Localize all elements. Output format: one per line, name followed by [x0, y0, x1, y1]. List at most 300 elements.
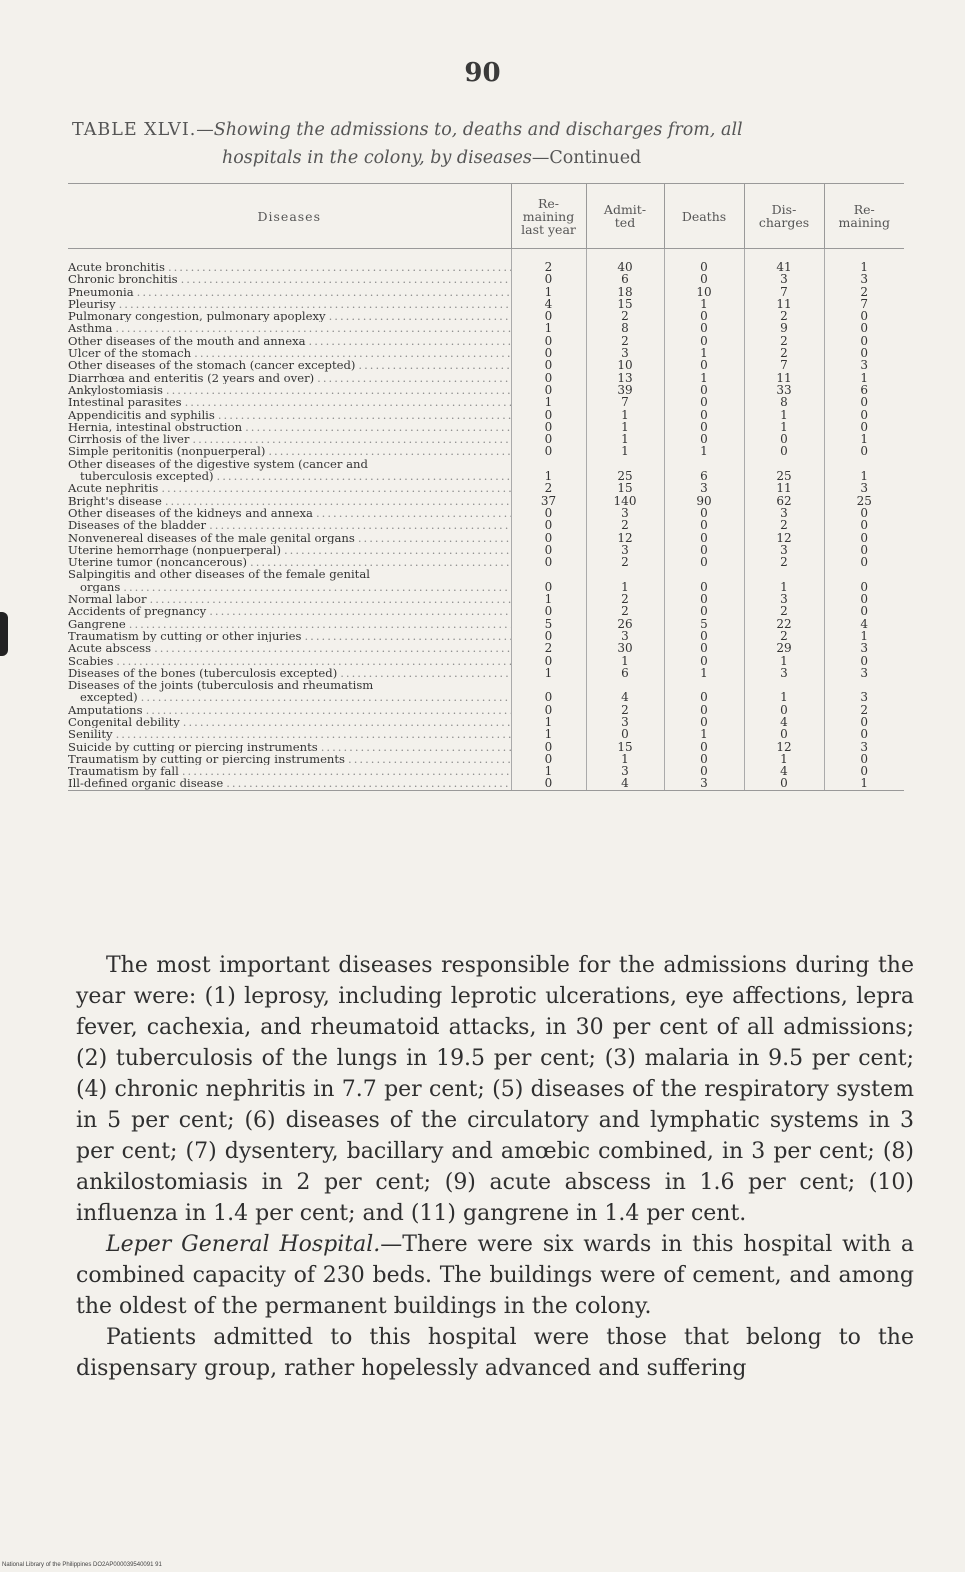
- deaths-cell: 0: [664, 630, 744, 642]
- disease-name: Intestinal parasites: [68, 396, 182, 409]
- admitted-cell: 10: [586, 359, 664, 371]
- remaining-cell: 0: [824, 581, 904, 593]
- body-text: [76, 950, 914, 1384]
- admitted-cell: 6: [586, 667, 664, 679]
- discharges-cell: 12: [744, 741, 824, 753]
- header-admitted: Admit- ted: [586, 184, 664, 249]
- disease-name: Cirrhosis of the liver: [68, 433, 190, 446]
- deaths-cell: 0: [664, 556, 744, 568]
- deaths-cell: 5: [664, 618, 744, 630]
- admitted-cell: 3: [586, 347, 664, 359]
- admitted-cell: 1: [586, 445, 664, 457]
- deaths-cell: 0: [664, 507, 744, 519]
- remaining-last-year-cell: 1: [511, 765, 586, 777]
- leader-dots: [163, 384, 511, 396]
- admitted-cell: 140: [586, 495, 664, 507]
- caption-italic: —Showing the admissions to, deaths and discharges from, all: [196, 120, 743, 140]
- disease-name: Nonvenereal diseases of the male genital organs: [68, 531, 355, 544]
- discharges-cell: 29: [744, 642, 824, 654]
- admitted-cell: 15: [586, 298, 664, 310]
- remaining-last-year-cell: 1: [511, 716, 586, 728]
- leader-dots: [314, 372, 510, 384]
- remaining-last-year-cell: 0: [511, 704, 586, 716]
- discharges-cell: 3: [744, 593, 824, 605]
- remaining-last-year-cell: 1: [511, 667, 586, 679]
- disease-name: Traumatism by fall: [68, 765, 179, 778]
- scan-footer: National Library of the Philippines DO2AP000039540091 91: [2, 1562, 162, 1568]
- table-row: [68, 273, 904, 285]
- leader-dots: [180, 716, 511, 728]
- table-row: [68, 655, 904, 667]
- discharges-cell: 2: [744, 519, 824, 531]
- remaining-last-year-cell: 0: [511, 655, 586, 667]
- discharges-cell: 2: [744, 335, 824, 347]
- remaining-last-year-cell: 1: [511, 322, 586, 334]
- discharges-cell: 2: [744, 630, 824, 642]
- remaining-cell: 1: [824, 372, 904, 384]
- leader-dots: [326, 310, 511, 322]
- disease-name: Ankylostomiasis: [68, 383, 163, 397]
- disease-name: Other diseases of the mouth and annexa: [68, 334, 306, 348]
- remaining-last-year-cell: 0: [511, 409, 586, 421]
- discharges-cell: 3: [744, 544, 824, 556]
- table-row: [68, 728, 904, 740]
- disease-name: Chronic bronchitis: [68, 273, 178, 286]
- admitted-cell: 2: [586, 310, 664, 322]
- leader-dots: [301, 630, 510, 642]
- header-discharges: Dis- charges: [744, 184, 824, 249]
- admitted-cell: 3: [586, 765, 664, 777]
- disease-name: Acute bronchitis: [68, 261, 165, 274]
- disease-name: Pulmonary congestion, pulmonary apoplexy: [68, 310, 326, 323]
- remaining-cell: 3: [824, 359, 904, 371]
- remaining-cell: 1: [824, 777, 904, 790]
- table-row: [68, 409, 904, 421]
- remaining-cell: 0: [824, 765, 904, 777]
- admitted-cell: 1: [586, 753, 664, 765]
- admitted-cell: 12: [586, 532, 664, 544]
- caption-continued: —Continued: [531, 148, 642, 168]
- remaining-last-year-cell: 0: [511, 359, 586, 371]
- remaining-cell: 0: [824, 322, 904, 334]
- table-row: [68, 753, 904, 765]
- leader-dots: [206, 519, 510, 531]
- disease-name: tuberculosis excepted): [80, 470, 214, 483]
- leader-dots: [165, 261, 511, 273]
- leader-dots: [223, 777, 510, 789]
- header-remaining: Re- maining: [824, 184, 904, 249]
- deaths-cell: 1: [664, 667, 744, 679]
- remaining-cell: 0: [824, 519, 904, 531]
- remaining-cell: 0: [824, 753, 904, 765]
- deaths-cell: 0: [664, 741, 744, 753]
- discharges-cell: 7: [744, 286, 824, 298]
- leader-dots: [120, 581, 510, 593]
- disease-name: Scabies: [68, 654, 114, 667]
- admitted-cell: 1: [586, 581, 664, 593]
- leader-dots: [113, 728, 511, 740]
- discharges-cell: 2: [744, 556, 824, 568]
- remaining-cell: 0: [824, 396, 904, 408]
- disease-name: Traumatism by cutting or piercing instruments: [68, 752, 346, 766]
- deaths-cell: 1: [664, 298, 744, 310]
- remaining-last-year-cell: 0: [511, 384, 586, 396]
- discharges-cell: 7: [744, 359, 824, 371]
- admitted-cell: 25: [586, 470, 664, 482]
- paragraph-admissions: The most important diseases responsible for the admissions during the year were: (1) leprosy, including leprotic ulcerations, eye affections, lepra fever, cachexia, and rheumatoid attacks, in 30 per cent of all admissions; (2) tuberculosis of the lungs in 19.5 per cent; (3) malaria in 9.5 per cent; (4) chronic nephritis in 7.7 per cent; (5) diseases of the respiratory system in 5 per cent; (6) diseases of the circulatory and lymphatic systems in 3 per cent; (7) dysentery, bacillary and amœbic combined, in 3 per cent; (8) ankilostomiasis in 2 per cent; (9) acute abscess in 1.6 per cent; (10) influenza in 1.4 per cent; and (11) gangrene in 1.4 per cent.: [76, 953, 914, 1226]
- deaths-cell: 0: [664, 642, 744, 654]
- remaining-last-year-cell: 0: [511, 347, 586, 359]
- table-row: [68, 495, 904, 507]
- disease-name: Appendicitis and syphilis: [68, 408, 215, 421]
- discharges-cell: 3: [744, 507, 824, 519]
- remaining-cell: 0: [824, 532, 904, 544]
- deaths-cell: 0: [664, 433, 744, 445]
- table-row: [68, 261, 904, 273]
- leader-dots: [182, 396, 511, 408]
- admitted-cell: 2: [586, 556, 664, 568]
- disease-name: Ill-defined organic disease: [68, 777, 224, 790]
- disease-name: Diseases of the joints (tuberculosis and rheumatism: [68, 678, 374, 693]
- deaths-cell: 0: [664, 581, 744, 593]
- deaths-cell: 0: [664, 544, 744, 556]
- discharges-cell: 3: [744, 273, 824, 285]
- remaining-cell: 0: [824, 310, 904, 322]
- discharges-cell: 22: [744, 618, 824, 630]
- admitted-cell: 15: [586, 482, 664, 494]
- remaining-last-year-cell: 1: [511, 470, 586, 482]
- remaining-last-year-cell: 0: [511, 581, 586, 593]
- table-row: [68, 310, 904, 322]
- disease-name: Pleurisy: [68, 297, 116, 311]
- leader-dots: [355, 359, 510, 371]
- table-row: [68, 544, 904, 556]
- table-row: [68, 384, 904, 396]
- admitted-cell: 2: [586, 704, 664, 716]
- discharges-cell: 0: [744, 445, 824, 457]
- disease-name: Diseases of the bladder: [68, 519, 207, 532]
- discharges-cell: 0: [744, 704, 824, 716]
- remaining-last-year-cell: 0: [511, 445, 586, 457]
- remaining-last-year-cell: 0: [511, 544, 586, 556]
- discharges-cell: 62: [744, 495, 824, 507]
- remaining-cell: 0: [824, 409, 904, 421]
- leader-dots: [112, 322, 510, 334]
- remaining-last-year-cell: 2: [511, 261, 586, 273]
- admitted-cell: 15: [586, 741, 664, 753]
- discharges-cell: 1: [744, 691, 824, 703]
- section-title: Leper General Hospital.: [106, 1232, 381, 1257]
- remaining-cell: 0: [824, 335, 904, 347]
- table-row: [68, 433, 904, 445]
- admitted-cell: 3: [586, 544, 664, 556]
- table-row: [68, 396, 904, 408]
- table-row: [68, 716, 904, 728]
- discharges-cell: 1: [744, 421, 824, 433]
- remaining-cell: 0: [824, 728, 904, 740]
- discharges-cell: 1: [744, 753, 824, 765]
- table-row: [68, 532, 904, 544]
- discharges-cell: 4: [744, 716, 824, 728]
- remaining-cell: 3: [824, 273, 904, 285]
- discharges-cell: 2: [744, 347, 824, 359]
- remaining-last-year-cell: 0: [511, 556, 586, 568]
- remaining-cell: 0: [824, 593, 904, 605]
- admitted-cell: 0: [586, 728, 664, 740]
- remaining-cell: 6: [824, 384, 904, 396]
- disease-name: Acute abscess: [68, 642, 152, 655]
- leader-dots: [138, 691, 511, 703]
- discharges-cell: 3: [744, 667, 824, 679]
- table-row: [68, 482, 904, 494]
- disease-table: [68, 183, 904, 791]
- leader-dots: [151, 642, 510, 654]
- page-number: 90: [464, 58, 501, 88]
- deaths-cell: 6: [664, 470, 744, 482]
- disease-name: Hernia, intestinal obstruction: [68, 420, 243, 434]
- deaths-cell: 3: [664, 777, 744, 790]
- deaths-cell: 0: [664, 359, 744, 371]
- disease-name: Asthma: [68, 322, 113, 335]
- leader-dots: [215, 409, 511, 421]
- remaining-cell: 1: [824, 630, 904, 642]
- deaths-cell: 0: [664, 261, 744, 273]
- leader-dots: [281, 544, 511, 556]
- remaining-cell: 3: [824, 667, 904, 679]
- table-caption: [72, 116, 912, 172]
- remaining-last-year-cell: 0: [511, 273, 586, 285]
- leader-dots: [189, 433, 510, 445]
- leader-dots: [355, 532, 511, 544]
- remaining-last-year-cell: 0: [511, 372, 586, 384]
- deaths-cell: 3: [664, 482, 744, 494]
- leader-dots: [147, 593, 511, 605]
- discharges-cell: 8: [744, 396, 824, 408]
- leader-dots: [191, 347, 510, 359]
- remaining-last-year-cell: 0: [511, 753, 586, 765]
- header-deaths: Deaths: [664, 184, 744, 249]
- table-row: [68, 593, 904, 605]
- leader-dots: [345, 753, 510, 765]
- table-row: [68, 765, 904, 777]
- discharges-cell: 1: [744, 655, 824, 667]
- remaining-last-year-cell: 0: [511, 310, 586, 322]
- disease-name: Bright's disease: [68, 494, 162, 507]
- scan-blot: [0, 612, 8, 656]
- table-row: [68, 519, 904, 531]
- admitted-cell: 40: [586, 261, 664, 273]
- admitted-cell: 1: [586, 433, 664, 445]
- remaining-last-year-cell: 1: [511, 593, 586, 605]
- disease-name: excepted): [80, 691, 138, 704]
- leader-dots: [134, 286, 511, 298]
- discharges-cell: 2: [744, 310, 824, 322]
- discharges-cell: 11: [744, 298, 824, 310]
- remaining-last-year-cell: 0: [511, 777, 586, 790]
- remaining-last-year-cell: 2: [511, 642, 586, 654]
- remaining-last-year-cell: 0: [511, 507, 586, 519]
- deaths-cell: 0: [664, 421, 744, 433]
- deaths-cell: 0: [664, 593, 744, 605]
- table-row: [68, 642, 904, 654]
- remaining-last-year-cell: 1: [511, 728, 586, 740]
- discharges-cell: 33: [744, 384, 824, 396]
- remaining-last-year-cell: 0: [511, 335, 586, 347]
- table-row-label: [68, 568, 904, 580]
- disease-name: Salpingitis and other diseases of the female genital: [68, 567, 370, 582]
- remaining-cell: 0: [824, 544, 904, 556]
- table-row: [68, 741, 904, 753]
- discharges-cell: 1: [744, 409, 824, 421]
- table-row: [68, 298, 904, 310]
- table-row: [68, 581, 904, 593]
- disease-name: Suicide by cutting or piercing instruments: [68, 740, 318, 753]
- disease-name: Normal labor: [68, 593, 147, 606]
- disease-name: Pneumonia: [68, 285, 134, 298]
- discharges-cell: 0: [744, 433, 824, 445]
- discharges-cell: 4: [744, 765, 824, 777]
- remaining-cell: 0: [824, 655, 904, 667]
- deaths-cell: 0: [664, 716, 744, 728]
- admitted-cell: 4: [586, 691, 664, 703]
- table-header-row: [68, 184, 904, 249]
- table-row: [68, 704, 904, 716]
- disease-name: Simple peritonitis (nonpuerperal): [68, 445, 266, 458]
- leader-dots: [242, 421, 510, 433]
- table-row: [68, 691, 904, 703]
- admitted-cell: 7: [586, 396, 664, 408]
- header-remaining-last-year: Re- maining last year: [511, 184, 586, 249]
- admitted-cell: 2: [586, 519, 664, 531]
- discharges-cell: 41: [744, 261, 824, 273]
- discharges-cell: 25: [744, 470, 824, 482]
- caption-italic-2: hospitals in the colony, by diseases: [222, 148, 532, 168]
- leader-dots: [179, 765, 511, 777]
- disease-name: Other diseases of the digestive system (cancer and: [68, 456, 368, 471]
- remaining-last-year-cell: 0: [511, 532, 586, 544]
- disease-name: Ulcer of the stomach: [68, 347, 192, 360]
- remaining-cell: 0: [824, 507, 904, 519]
- leader-dots: [318, 741, 511, 753]
- admitted-cell: 6: [586, 273, 664, 285]
- remaining-cell: 0: [824, 445, 904, 457]
- remaining-last-year-cell: 5: [511, 618, 586, 630]
- remaining-cell: 0: [824, 556, 904, 568]
- caption-lead: TABLE XLVI.: [72, 120, 197, 140]
- discharges-cell: 9: [744, 322, 824, 334]
- deaths-cell: 0: [664, 310, 744, 322]
- admitted-cell: 4: [586, 777, 664, 790]
- remaining-last-year-cell: 0: [511, 741, 586, 753]
- admitted-cell: 2: [586, 335, 664, 347]
- table-row: [68, 605, 904, 617]
- deaths-cell: 1: [664, 347, 744, 359]
- remaining-cell: 3: [824, 642, 904, 654]
- deaths-cell: 0: [664, 753, 744, 765]
- remaining-cell: 3: [824, 482, 904, 494]
- admitted-cell: 39: [586, 384, 664, 396]
- disease-name: Amputations: [68, 703, 143, 716]
- remaining-last-year-cell: 4: [511, 298, 586, 310]
- discharges-cell: 11: [744, 372, 824, 384]
- disease-name: organs: [80, 580, 121, 594]
- deaths-cell: 0: [664, 519, 744, 531]
- discharges-cell: 12: [744, 532, 824, 544]
- admitted-cell: 3: [586, 630, 664, 642]
- admitted-cell: 26: [586, 618, 664, 630]
- remaining-cell: 3: [824, 741, 904, 753]
- disease-name: Other diseases of the kidneys and annexa: [68, 506, 313, 520]
- remaining-cell: 25: [824, 495, 904, 507]
- remaining-last-year-cell: 0: [511, 605, 586, 617]
- admitted-cell: 13: [586, 372, 664, 384]
- leader-dots: [158, 482, 510, 494]
- deaths-cell: 0: [664, 704, 744, 716]
- table-row: [68, 777, 904, 790]
- remaining-last-year-cell: 0: [511, 519, 586, 531]
- remaining-cell: 4: [824, 618, 904, 630]
- discharges-cell: 0: [744, 728, 824, 740]
- table-row: [68, 335, 904, 347]
- deaths-cell: 0: [664, 409, 744, 421]
- discharges-cell: 0: [744, 777, 824, 790]
- disease-name: Uterine hemorrhage (nonpuerperal): [68, 543, 281, 557]
- discharges-cell: 11: [744, 482, 824, 494]
- table-row: [68, 347, 904, 359]
- deaths-cell: 0: [664, 384, 744, 396]
- discharges-cell: 1: [744, 581, 824, 593]
- leader-dots: [143, 704, 511, 716]
- remaining-cell: 1: [824, 261, 904, 273]
- table-row: [68, 322, 904, 334]
- disease-name: Other diseases of the stomach (cancer excepted): [68, 359, 356, 372]
- disease-name: Traumatism by cutting or other injuries: [68, 629, 302, 643]
- remaining-cell: 2: [824, 704, 904, 716]
- admitted-cell: 2: [586, 593, 664, 605]
- table-row: [68, 618, 904, 630]
- remaining-cell: 0: [824, 421, 904, 433]
- remaining-cell: 3: [824, 691, 904, 703]
- table-row-label: [68, 679, 904, 691]
- table-row: [68, 421, 904, 433]
- disease-name: Acute nephritis: [68, 482, 159, 495]
- deaths-cell: 0: [664, 532, 744, 544]
- leader-dots: [116, 298, 511, 310]
- disease-name: Diseases of the bones (tuberculosis excepted): [68, 666, 338, 680]
- admitted-cell: 1: [586, 421, 664, 433]
- admitted-cell: 1: [586, 409, 664, 421]
- remaining-cell: 7: [824, 298, 904, 310]
- leader-dots: [162, 495, 511, 507]
- disease-name: Gangrene: [68, 617, 126, 630]
- header-diseases: Diseases: [68, 184, 511, 249]
- remaining-last-year-cell: 1: [511, 286, 586, 298]
- table-row: [68, 359, 904, 371]
- remaining-cell: 0: [824, 716, 904, 728]
- leader-dots: [113, 655, 510, 667]
- deaths-cell: 0: [664, 396, 744, 408]
- disease-name: Uterine tumor (noncancerous): [68, 556, 248, 569]
- remaining-last-year-cell: 0: [511, 421, 586, 433]
- remaining-last-year-cell: 0: [511, 691, 586, 703]
- disease-name: Accidents of pregnancy: [68, 605, 207, 618]
- deaths-cell: 0: [664, 273, 744, 285]
- admitted-cell: 3: [586, 716, 664, 728]
- remaining-cell: 1: [824, 433, 904, 445]
- remaining-cell: 0: [824, 605, 904, 617]
- disease-name: Diarrhœa and enteritis (2 years and over): [68, 371, 315, 384]
- admitted-cell: 3: [586, 507, 664, 519]
